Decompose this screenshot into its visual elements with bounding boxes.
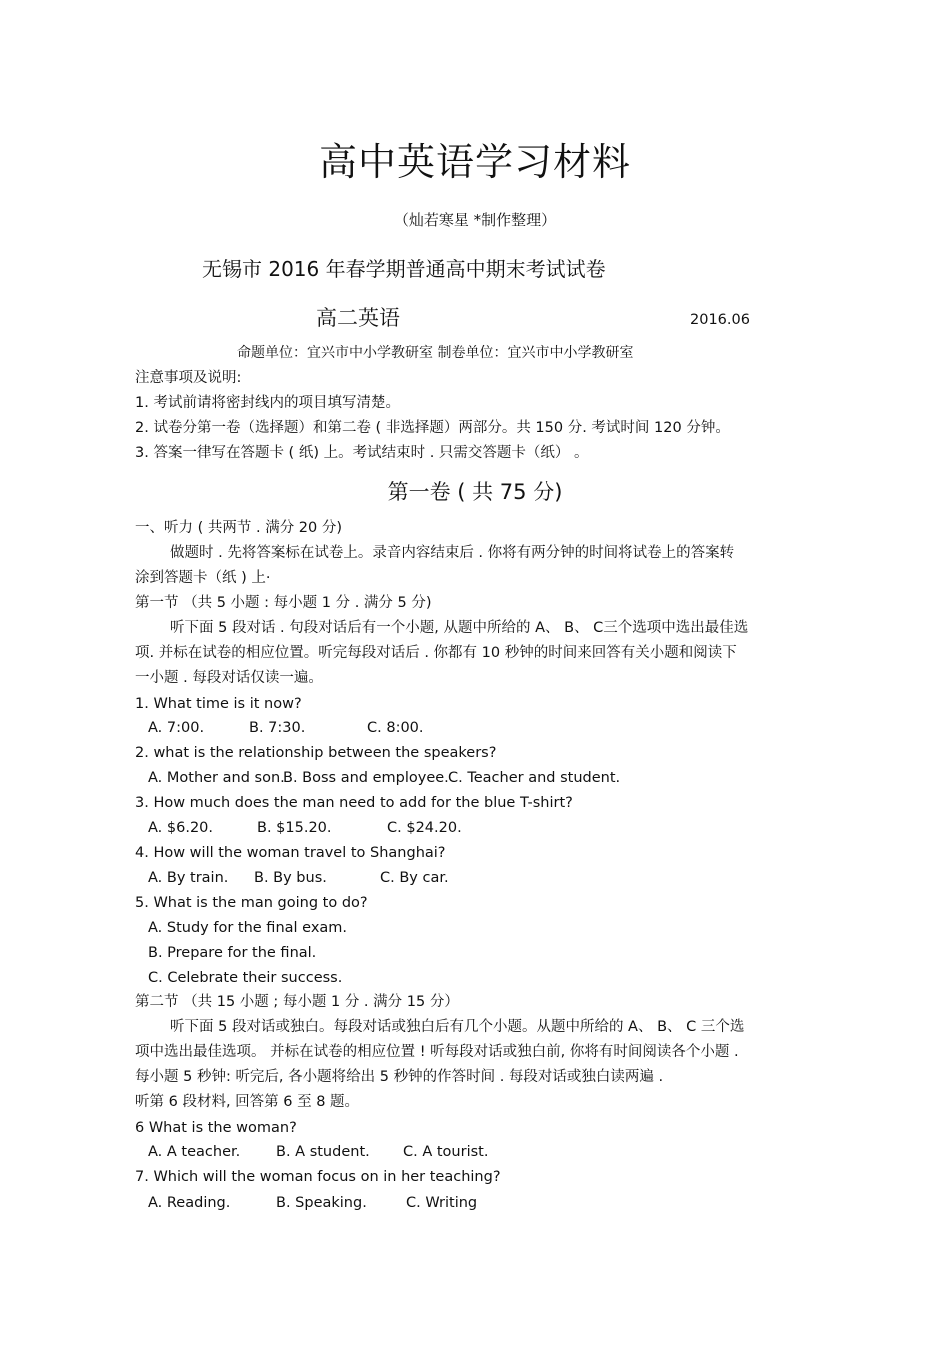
option-c: C. Teacher and student. xyxy=(448,770,621,786)
option-a: A. A teacher. xyxy=(148,1144,241,1160)
option-c: C. By car. xyxy=(380,870,449,886)
instruction-line: 听下面 5 段对话或独白。每段对话或独白后有几个小题。从题中所给的 A、 B、 C 三个选 xyxy=(170,1019,745,1035)
instruction-line: 项. 并标在试卷的相应位置。听完每段对话后 . 你都有 10 秒钟的时间来回答有关小题和阅读下 xyxy=(135,645,737,661)
option-b: B. Boss and employee. xyxy=(283,770,449,786)
option-b: B. $15.20. xyxy=(257,820,332,836)
option-a: A. Study for the final exam. xyxy=(148,920,348,936)
option-c: C. A tourist. xyxy=(403,1144,489,1160)
option-c: C. Celebrate their success. xyxy=(148,970,343,986)
instruction-line: 做题时 . 先将答案标在试卷上。录音内容结束后 . 你将有两分钟的时间将试卷上的答案转 xyxy=(170,545,735,561)
question-text: 3. How much does the man need to add for the blue T-shirt? xyxy=(135,795,573,811)
exam-date: 2016.06 xyxy=(690,312,750,328)
question-text: 6 What is the woman? xyxy=(135,1120,297,1136)
instruction-line: 听第 6 段材料, 回答第 6 至 8 题。 xyxy=(135,1094,360,1110)
notes-heading: 注意事项及说明: xyxy=(135,370,242,386)
option-b: B. 7:30. xyxy=(249,720,306,736)
question-text: 7. Which will the woman focus on in her teaching? xyxy=(135,1169,501,1185)
issuing-units: 命题单位：宜兴市中小学教研室 制卷单位：宜兴市中小学教研室 xyxy=(237,345,634,361)
option-b: B. A student. xyxy=(276,1144,370,1160)
question-text: 2. what is the relationship between the speakers? xyxy=(135,745,497,761)
note-item: 1. 考试前请将密封线内的项目填写清楚。 xyxy=(135,395,400,411)
question-text: 5. What is the man going to do? xyxy=(135,895,368,911)
instruction-line: 每小题 5 秒钟: 听完后, 各小题将给出 5 秒钟的作答时间 . 每段对话或独白读两遍 . xyxy=(135,1069,664,1085)
subject-title: 高二英语 xyxy=(316,306,400,330)
section-one-heading: 第一节 （共 5 小题 : 每小题 1 分 . 满分 5 分) xyxy=(135,595,432,611)
page-title: 高中英语学习材料 xyxy=(318,140,631,184)
question-text: 4. How will the woman travel to Shanghai? xyxy=(135,845,446,861)
part-one-title: 第一卷 ( 共 75 分) xyxy=(387,480,563,504)
option-a: A. $6.20. xyxy=(148,820,214,836)
option-b: B. Prepare for the final. xyxy=(148,945,317,961)
option-a: A. 7:00. xyxy=(148,720,205,736)
exam-title: 无锡市 2016 年春学期普通高中期末考试试卷 xyxy=(202,257,606,281)
question-text: 1. What time is it now? xyxy=(135,696,302,712)
option-b: B. Speaking. xyxy=(276,1195,367,1211)
instruction-line: 听下面 5 段对话 . 句段对话后有一个小题, 从题中所给的 A、 B、 C三个选项中选出最佳选 xyxy=(170,620,749,636)
section-two-heading: 第二节 （共 15 小题 ; 每小题 1 分 . 满分 15 分） xyxy=(135,994,459,1010)
option-c: C. 8:00. xyxy=(367,720,424,736)
option-a: A. Reading. xyxy=(148,1195,231,1211)
option-a: A. Mother and son. xyxy=(148,770,285,786)
option-b: B. By bus. xyxy=(254,870,327,886)
option-a: A. By train. xyxy=(148,870,229,886)
listening-heading: 一、听力 ( 共两节 . 满分 20 分) xyxy=(135,520,343,536)
option-c: C. Writing xyxy=(406,1195,478,1211)
page-subtitle: （灿若寒星 *制作整理） xyxy=(393,211,557,229)
instruction-line: 一小题 . 每段对话仅读一遍。 xyxy=(135,670,323,686)
instruction-line: 涂到答题卡（纸 ) 上· xyxy=(135,570,271,586)
instruction-line: 项中选出最佳选项。 并标在试卷的相应位置 ! 听每段对话或独白前, 你将有时间阅读各个小题 . xyxy=(135,1044,739,1060)
note-item: 3. 答案一律写在答题卡 ( 纸) 上。考试结束时 . 只需交答题卡（纸） 。 xyxy=(135,445,589,461)
note-item: 2. 试卷分第一卷（选择题）和第二卷 ( 非选择题）两部分。共 150 分. 考试时间 120 分钟。 xyxy=(135,420,730,436)
option-c: C. $24.20. xyxy=(387,820,462,836)
